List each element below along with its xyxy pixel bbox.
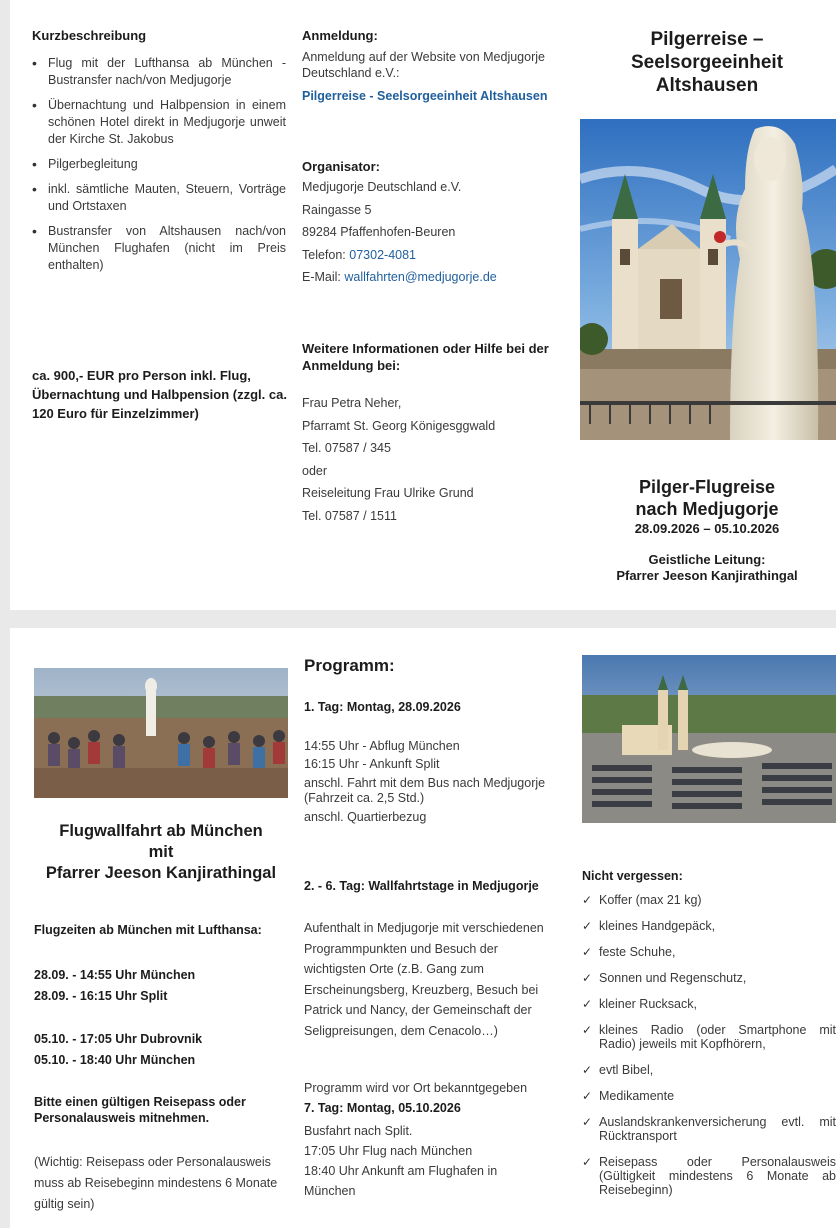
contact-line: Pfarramt St. Georg Königesggwald bbox=[302, 418, 496, 433]
checklist-item bbox=[582, 893, 836, 907]
cover-title-line: Altshausen bbox=[655, 75, 759, 96]
org-email-link[interactable]: wallfahrten@medjugorje.de bbox=[344, 270, 497, 284]
programm-section bbox=[304, 656, 574, 825]
flugzeiten-heading: Flugzeiten ab München mit Lufthansa: bbox=[34, 923, 262, 937]
schedule-line: 17:05 Uhr Flug nach München bbox=[304, 1144, 473, 1158]
checklist-item-text: kleiner Rucksack, bbox=[599, 997, 697, 1011]
brochure-inner-side bbox=[10, 628, 836, 1228]
return-flights bbox=[34, 1029, 294, 1071]
pilgrimage-title bbox=[34, 821, 288, 884]
org-phone-row bbox=[302, 244, 572, 267]
checklist-item-text: feste Schuhe, bbox=[599, 945, 676, 959]
schedule-line: 14:55 Uhr - Abflug München bbox=[304, 739, 460, 753]
checklist-item-text: Sonnen und Regenschutz, bbox=[599, 971, 747, 985]
checkmark-icon: ✓ bbox=[582, 1023, 593, 1037]
flight-row: 28.09. - 16:15 Uhr Split bbox=[34, 989, 168, 1003]
checklist-item-text: Medikamente bbox=[599, 1089, 675, 1103]
checkmark-icon: ✓ bbox=[582, 997, 593, 1011]
passport-warning: (Wichtig: Reisepass oder Personalausweis muss ab Reisebeginn mindestens 6 Monate gültig sein) bbox=[34, 1155, 278, 1211]
spiritual-leader bbox=[580, 552, 834, 584]
contact-line: Tel. 07587 / 1511 bbox=[302, 508, 397, 523]
checklist-item-text: Reisepass oder Personalausweis (Gültigkeit mindestens 6 Monate ab Reisebeginn) bbox=[599, 1155, 836, 1197]
org-email-row bbox=[302, 266, 572, 289]
cover-title-line: Pilgerreise – bbox=[650, 29, 764, 50]
feature-item: • Pilgerbegleitung bbox=[32, 156, 286, 173]
day7-heading: 7. Tag: Montag, 05.10.2026 bbox=[304, 1101, 461, 1115]
cover-subtitle bbox=[580, 476, 834, 538]
checklist-item bbox=[582, 945, 836, 959]
anmeldung-link[interactable]: Pilgerreise - Seelsorgeeinheit Altshausen bbox=[302, 89, 548, 103]
info-section bbox=[302, 340, 572, 527]
cover-title-line: Seelsorgeeinheit bbox=[630, 52, 784, 73]
leader-name: Pfarrer Jeeson Kanjirathingal bbox=[616, 568, 798, 583]
feature-item: • inkl. sämtliche Mauten, Steuern, Vorträge und Ortstaxen bbox=[32, 181, 286, 215]
checklist-item bbox=[582, 1023, 836, 1051]
checklist-item-text: kleines Radio (oder Smartphone mit Radio) jeweils mit Kopfhörern, bbox=[599, 1023, 836, 1051]
day1-heading: 1. Tag: Montag, 28.09.2026 bbox=[304, 700, 461, 714]
checklist-item bbox=[582, 1155, 836, 1197]
checkmark-icon: ✓ bbox=[582, 1115, 593, 1129]
feature-item: • Flug mit der Lufthansa ab München - Bustransfer nach/von Medjugorje bbox=[32, 55, 286, 89]
org-email-label: E-Mail: bbox=[302, 270, 345, 284]
day1-schedule bbox=[304, 736, 574, 825]
trip-dates: 28.09.2026 – 05.10.2026 bbox=[634, 521, 780, 536]
checklist-item bbox=[582, 971, 836, 985]
checkmark-icon: ✓ bbox=[582, 945, 593, 959]
checklist-section bbox=[582, 869, 836, 1205]
checklist-item bbox=[582, 1063, 836, 1077]
checklist-item-text: kleines Handgepäck, bbox=[599, 919, 716, 933]
medjugorje-aerial-photo bbox=[582, 655, 836, 823]
leader-label: Geistliche Leitung: bbox=[648, 552, 766, 567]
checklist-item-text: Koffer (max 21 kg) bbox=[599, 893, 702, 907]
program-note: Programm wird vor Ort bekanntgegeben bbox=[304, 1081, 528, 1095]
programm-heading: Programm: bbox=[304, 656, 395, 675]
org-street: Raingasse 5 bbox=[302, 202, 372, 217]
checkmark-icon: ✓ bbox=[582, 893, 593, 907]
checkmark-icon: ✓ bbox=[582, 1089, 593, 1103]
flight-row: 05.10. - 17:05 Uhr Dubrovnik bbox=[34, 1032, 203, 1046]
schedule-line: anschl. Quartierbezug bbox=[304, 810, 427, 824]
kurzbeschreibung-section bbox=[32, 28, 286, 282]
org-name: Medjugorje Deutschland e.V. bbox=[302, 180, 462, 194]
cover-subtitle-line: Pilger-Flugreise bbox=[638, 477, 776, 497]
org-city: 89284 Pfaffenhofen-Beuren bbox=[302, 225, 456, 239]
anmeldung-text: Anmeldung auf der Website von Medjugorje Deutschland e.V.: bbox=[302, 50, 545, 80]
checklist-heading: Nicht vergessen: bbox=[582, 869, 683, 883]
schedule-line: Busfahrt nach Split. bbox=[304, 1124, 413, 1138]
info-heading: Weitere Informationen oder Hilfe bei der Anmeldung bei: bbox=[302, 341, 549, 373]
features-list bbox=[32, 55, 286, 274]
feature-item: • Bustransfer von Altshausen nach/von München Flughafen (nicht im Preis enthalten) bbox=[32, 223, 286, 274]
cover-subtitle-line: nach Medjugorje bbox=[635, 499, 779, 519]
checklist-item-text: evtl Bibel, bbox=[599, 1063, 654, 1077]
organisator-heading: Organisator: bbox=[302, 159, 381, 174]
checklist-item bbox=[582, 1115, 836, 1143]
checklist-item bbox=[582, 1089, 836, 1103]
organisator-section bbox=[302, 159, 572, 289]
price-info: ca. 900,- EUR pro Person inkl. Flug, Übernachtung und Halbpension (zzgl. ca. 120 Euro für Einzelzimmer) bbox=[32, 368, 287, 421]
checklist-item-text: Auslandskrankenversicherung evtl. mit Rücktransport bbox=[599, 1115, 836, 1143]
schedule-line: anschl. Fahrt mit dem Bus nach Medjugorje (Fahrzeit ca. 2,5 Std.) bbox=[304, 776, 546, 805]
schedule-line: 16:15 Uhr - Ankunft Split bbox=[304, 757, 440, 771]
anmeldung-section bbox=[302, 28, 572, 103]
pilgrimage-title-line: Pfarrer Jeeson Kanjirathingal bbox=[45, 864, 277, 882]
outbound-flights bbox=[34, 965, 294, 1007]
cover-title bbox=[580, 28, 834, 97]
pilgrimage-title-line: Flugwallfahrt ab München bbox=[59, 822, 263, 840]
checklist-item bbox=[582, 919, 836, 933]
checklist bbox=[582, 893, 836, 1197]
church-statue-photo bbox=[580, 119, 836, 440]
flight-row: 05.10. - 18:40 Uhr München bbox=[34, 1053, 196, 1067]
org-phone-label: Telefon: bbox=[302, 247, 350, 262]
flight-row: 28.09. - 14:55 Uhr München bbox=[34, 968, 196, 982]
pilgrims-hill-photo bbox=[34, 668, 288, 798]
checklist-item bbox=[582, 997, 836, 1011]
checkmark-icon: ✓ bbox=[582, 1155, 593, 1169]
day7-schedule bbox=[304, 1121, 518, 1201]
passport-note: Bitte einen gültigen Reisepass oder Personalausweis mitnehmen. bbox=[34, 1095, 246, 1125]
days26-heading: 2. - 6. Tag: Wallfahrtstage in Medjugorje bbox=[304, 879, 539, 893]
contact-line: oder bbox=[302, 463, 328, 478]
pilgrimage-title-line: mit bbox=[148, 843, 174, 861]
contact-line: Reiseleitung Frau Ulrike Grund bbox=[302, 486, 474, 500]
feature-item: • Übernachtung und Halbpension in einem schönen Hotel direkt in Medjugorje unweit der Kirche St. Jakobus bbox=[32, 97, 286, 148]
anmeldung-heading: Anmeldung: bbox=[302, 28, 378, 43]
checkmark-icon: ✓ bbox=[582, 1063, 593, 1077]
contact-line: Tel. 07587 / 345 bbox=[302, 441, 391, 455]
kurzbeschreibung-heading: Kurzbeschreibung bbox=[32, 28, 147, 43]
days26-text: Aufenthalt in Medjugorje mit verschiedenen Programmpunkten und Besuch der wichtigsten Orte (z.B. Gang zum Erscheinungsberg, Kreuzberg, Besuch bei Patrick und Nancy, der Gemeinschaft der Seligpreisungen, dem Cenacolo…) bbox=[304, 921, 544, 1038]
contact-line: Frau Petra Neher, bbox=[302, 396, 402, 410]
brochure-outer-side bbox=[10, 0, 836, 610]
org-phone[interactable]: 07302-4081 bbox=[349, 247, 416, 262]
checkmark-icon: ✓ bbox=[582, 971, 593, 985]
checkmark-icon: ✓ bbox=[582, 919, 593, 933]
schedule-line: 18:40 Uhr Ankunft am Flughafen in München bbox=[304, 1164, 498, 1198]
